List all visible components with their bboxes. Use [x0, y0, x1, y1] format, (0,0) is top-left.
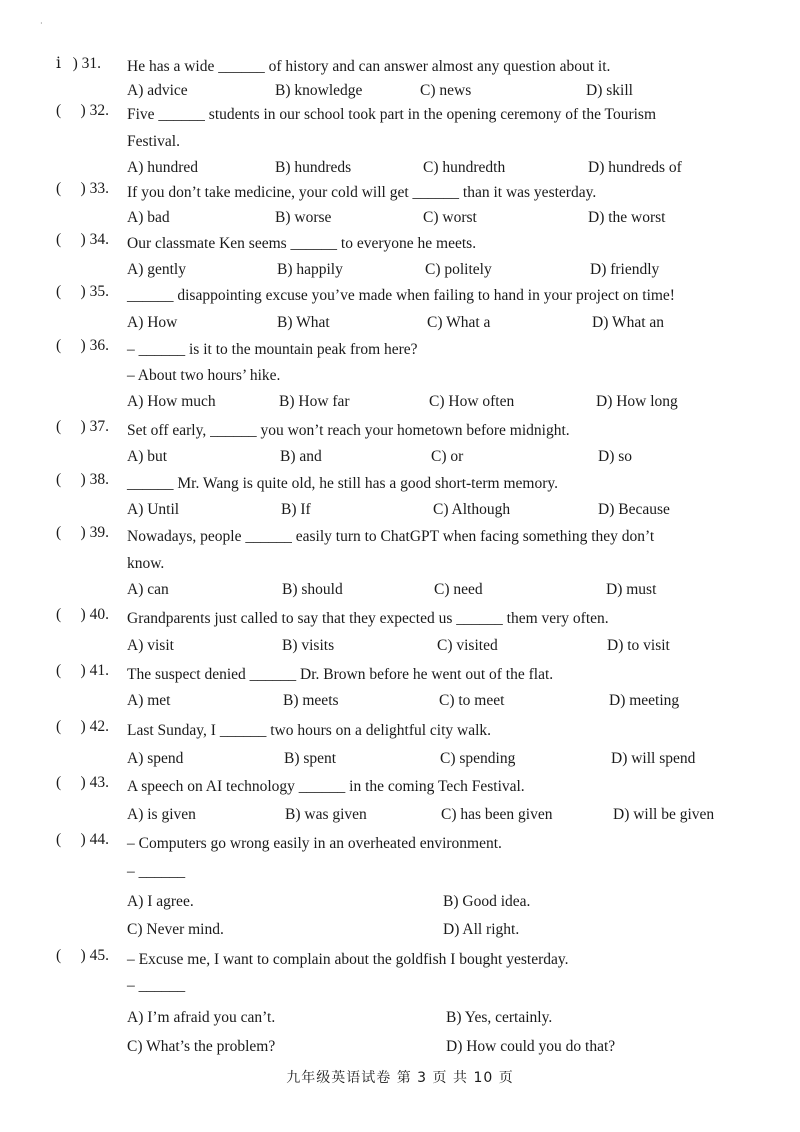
option-b: B) How far: [279, 393, 350, 410]
option-b: B) spent: [284, 750, 337, 767]
answer-paren[interactable]: ( ) 37.: [56, 418, 109, 435]
answer-paren[interactable]: ⅰ ) 31.: [56, 55, 101, 72]
question-stem: If you don’t take medicine, your cold will get ______ than it was yesterday.: [127, 184, 597, 201]
option-b: B) should: [282, 581, 343, 598]
option-b: B) was given: [285, 806, 367, 823]
answer-paren[interactable]: ( ) 39.: [56, 524, 109, 541]
answer-paren[interactable]: ( ) 41.: [56, 662, 109, 679]
question-stem: Nowadays, people ______ easily turn to ChatGPT when facing something they don’t: [127, 528, 655, 545]
question-stem: A speech on AI technology ______ in the coming Tech Festival.: [127, 778, 525, 795]
option-a: A) Until: [127, 501, 180, 518]
option-b: B) What: [277, 314, 330, 331]
question-stem: – ______ is it to the mountain peak from here?: [127, 341, 418, 358]
option-d: D) What an: [592, 314, 665, 331]
option-c: C) spending: [440, 750, 516, 767]
option-b: B) If: [281, 501, 311, 518]
option-a: A) met: [127, 692, 171, 709]
question-stem-continued: Festival.: [127, 133, 180, 150]
option-c: C) visited: [437, 637, 498, 654]
answer-paren[interactable]: ( ) 43.: [56, 774, 109, 791]
option-b: B) happily: [277, 261, 343, 278]
question-stem: ______ Mr. Wang is quite old, he still has a good short-term memory.: [127, 475, 558, 492]
option-d: D) skill: [586, 82, 633, 99]
answer-paren[interactable]: ( ) 38.: [56, 471, 109, 488]
answer-paren[interactable]: ( ) 45.: [56, 947, 109, 964]
answer-paren[interactable]: ( ) 35.: [56, 283, 109, 300]
option-c: C) What’s the problem?: [127, 1038, 276, 1055]
question-stem-continued: – About two hours’ hike.: [127, 367, 281, 384]
option-a: A) I’m afraid you can’t.: [127, 1009, 276, 1026]
option-a: A) is given: [127, 806, 196, 823]
option-d: D) All right.: [443, 921, 520, 938]
option-d: D) will spend: [611, 750, 696, 767]
option-c: C) politely: [425, 261, 492, 278]
answer-paren[interactable]: ( ) 34.: [56, 231, 109, 248]
option-b: B) meets: [283, 692, 339, 709]
option-a: A) advice: [127, 82, 188, 99]
question-stem: ______ disappointing excuse you’ve made when failing to hand in your project on time!: [127, 287, 675, 304]
option-d: D) How could you do that?: [446, 1038, 616, 1055]
page-footer: 九年级英语试卷 第 3 页 共 10 页: [286, 1070, 514, 1086]
option-b: B) Good idea.: [443, 893, 531, 910]
option-a: A) I agree.: [127, 893, 194, 910]
answer-paren[interactable]: ( ) 36.: [56, 337, 109, 354]
answer-paren[interactable]: ( ) 42.: [56, 718, 109, 735]
option-c: C) has been given: [441, 806, 553, 823]
option-a: A) How much: [127, 393, 216, 410]
option-a: A) visit: [127, 637, 174, 654]
question-stem-continued: know.: [127, 555, 165, 572]
option-c: C) need: [434, 581, 483, 598]
option-c: C) hundredth: [423, 159, 506, 176]
answer-paren[interactable]: ( ) 33.: [56, 180, 109, 197]
question-stem: Set off early, ______ you won’t reach your hometown before midnight.: [127, 422, 570, 439]
option-d: D) Because: [598, 501, 670, 518]
question-stem: Five ______ students in our school took part in the opening ceremony of the Tourism: [127, 106, 656, 123]
question-stem: Last Sunday, I ______ two hours on a delightful city walk.: [127, 722, 492, 739]
answer-paren[interactable]: ( ) 40.: [56, 606, 109, 623]
question-stem: – Computers go wrong easily in an overheated environment.: [127, 835, 502, 852]
option-a: A) hundred: [127, 159, 199, 176]
option-d: D) to visit: [607, 637, 670, 654]
question-stem: Our classmate Ken seems ______ to everyone he meets.: [127, 235, 477, 252]
option-c: C) How often: [429, 393, 515, 410]
question-stem: He has a wide ______ of history and can answer almost any question about it.: [127, 58, 611, 75]
option-b: B) Yes, certainly.: [446, 1009, 553, 1026]
option-b: B) knowledge: [275, 82, 363, 99]
answer-paren[interactable]: ( ) 32.: [56, 102, 109, 119]
option-c: C) or: [431, 448, 464, 465]
option-d: D) so: [598, 448, 633, 465]
option-d: D) the worst: [588, 209, 666, 226]
option-a: A) How: [127, 314, 178, 331]
option-b: B) visits: [282, 637, 335, 654]
response-blank[interactable]: – ______: [127, 863, 186, 880]
option-d: D) hundreds of: [588, 159, 682, 176]
scan-mark: ·: [40, 19, 43, 28]
option-b: B) hundreds: [275, 159, 352, 176]
option-d: D) How long: [596, 393, 678, 410]
option-c: C) news: [420, 82, 472, 99]
option-c: C) Although: [433, 501, 511, 518]
option-c: C) to meet: [439, 692, 505, 709]
question-stem: The suspect denied ______ Dr. Brown before he went out of the flat.: [127, 666, 554, 683]
option-a: A) but: [127, 448, 168, 465]
option-a: A) spend: [127, 750, 184, 767]
option-c: C) Never mind.: [127, 921, 224, 938]
response-blank[interactable]: – ______: [127, 977, 186, 994]
question-stem: Grandparents just called to say that they expected us ______ them very often.: [127, 610, 609, 627]
option-d: D) must: [606, 581, 657, 598]
option-b: B) worse: [275, 209, 332, 226]
option-b: B) and: [280, 448, 322, 465]
option-c: C) What a: [427, 314, 491, 331]
option-d: D) meeting: [609, 692, 680, 709]
option-a: A) can: [127, 581, 169, 598]
option-d: D) friendly: [590, 261, 660, 278]
option-d: D) will be given: [613, 806, 715, 823]
answer-paren[interactable]: ( ) 44.: [56, 831, 109, 848]
option-a: A) bad: [127, 209, 170, 226]
option-c: C) worst: [423, 209, 477, 226]
option-a: A) gently: [127, 261, 186, 278]
question-stem: – Excuse me, I want to complain about the goldfish I bought yesterday.: [127, 951, 569, 968]
